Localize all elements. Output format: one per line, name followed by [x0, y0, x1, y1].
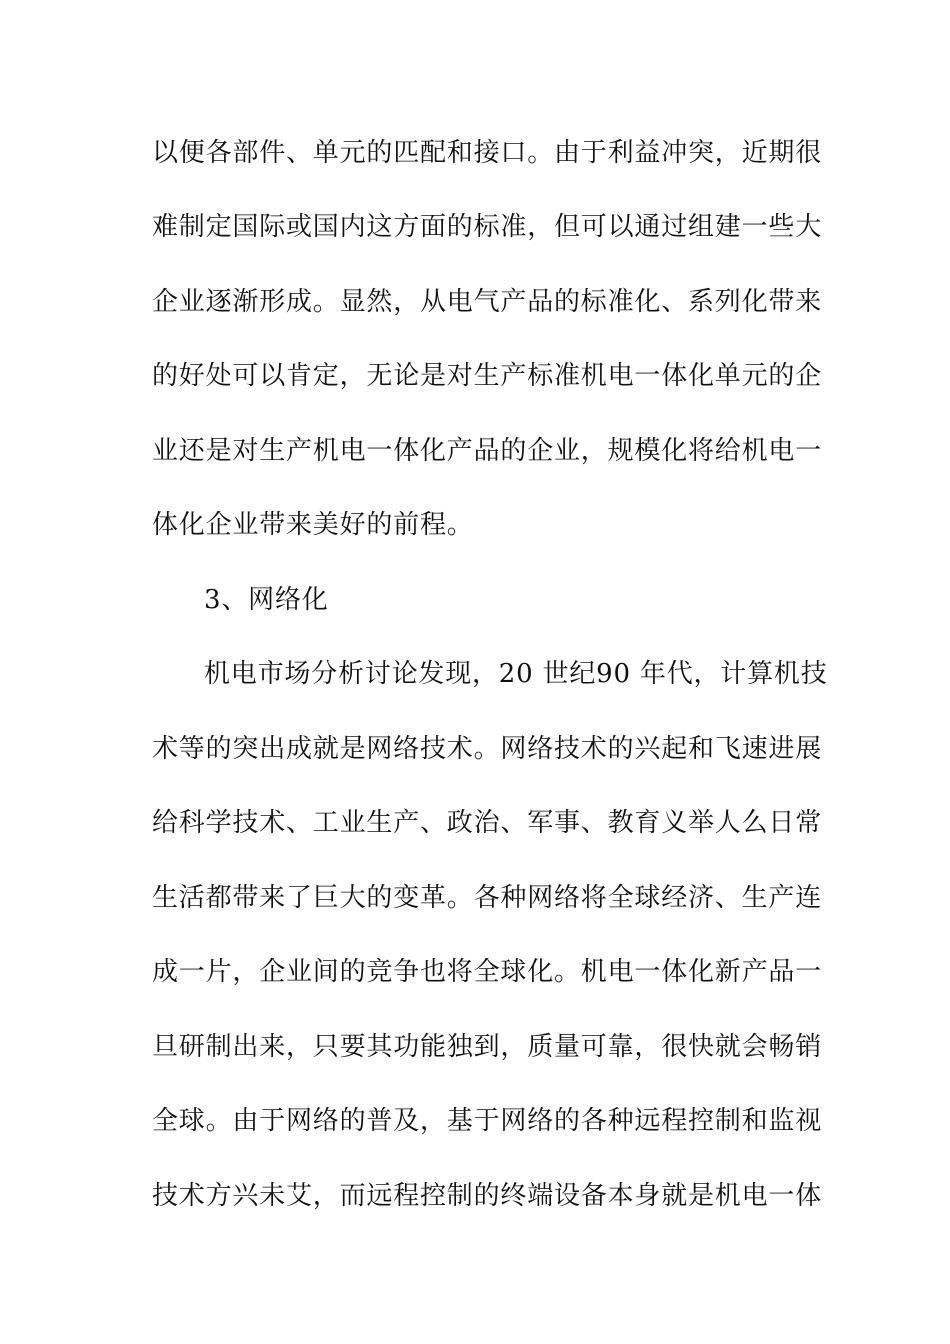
paragraph-line: 术等的突出成就是网络技术。网络技术的兴起和飞速进展 [152, 734, 823, 764]
section-heading: 3、网络化 [204, 585, 329, 615]
paragraph-line: 难制定国际或国内这方面的标准，但可以通过组建一些大 [152, 212, 823, 242]
paragraph-line: 生活都带来了巨大的变革。各种网络将全球经济、生产连 [152, 883, 823, 913]
paragraph-line: 全球。由于网络的普及，基于网络的各种远程控制和监视 [152, 1106, 823, 1136]
paragraph-line: 给科学技术、工业生产、政治、军事、教育义举人么日常 [152, 808, 823, 838]
paragraph-line-first: 机电市场分析讨论发现，20 世纪90 年代，计算机技 [204, 659, 828, 689]
paragraph-line: 成一片，企业间的竞争也将全球化。机电一体化新产品一 [152, 957, 823, 987]
paragraph-line: 业还是对生产机电一体化产品的企业，规模化将给机电一 [152, 436, 823, 466]
paragraph-line: 的好处可以肯定，无论是对生产标准机电一体化单元的企 [152, 361, 823, 391]
paragraph-line-last: 体化企业带来美好的前程。 [152, 510, 474, 540]
paragraph-line: 以便各部件、单元的匹配和接口。由于利益冲突，近期很 [152, 138, 823, 168]
paragraph-line: 技术方兴未艾，而远程控制的终端设备本身就是机电一体 [152, 1181, 823, 1211]
paragraph-line: 企业逐渐形成。显然，从电气产品的标准化、系列化带来 [152, 287, 823, 317]
paragraph-line: 旦研制出来，只要其功能独到，质量可靠，很快就会畅销 [152, 1032, 823, 1062]
